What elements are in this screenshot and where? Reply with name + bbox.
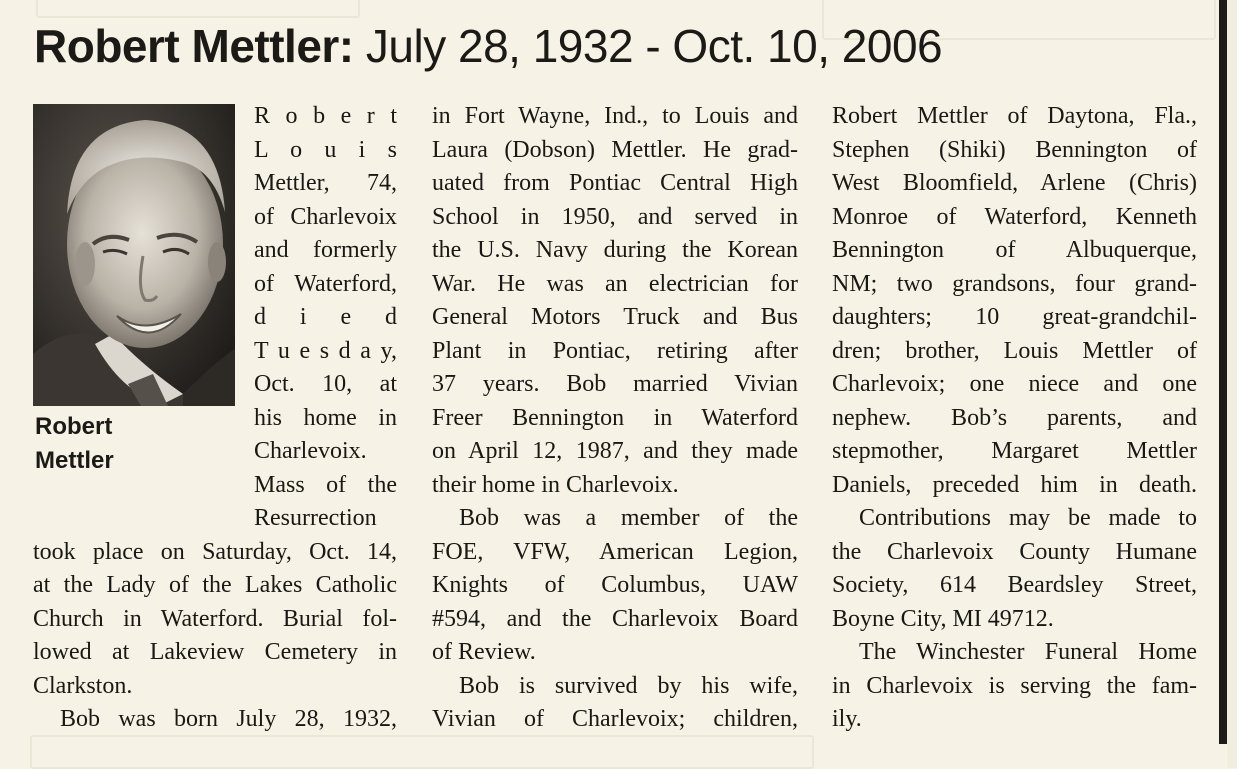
- column3-line: the Charlevoix County Humane: [832, 538, 1197, 565]
- column1-line: and formerly: [254, 237, 397, 263]
- column1-line: at the Lady of the Lakes Catholic: [33, 572, 397, 598]
- caption-line: Robert: [35, 413, 113, 440]
- headline-dates: July 28, 1932 - Oct. 10, 2006: [365, 20, 943, 72]
- column3-line: dren; brother, Louis Mettler of: [832, 337, 1197, 364]
- column2-line: Freer Bennington in Waterford: [432, 404, 798, 431]
- print-bleed-bottom: [30, 735, 814, 769]
- column2-line: #594, and the Charlevoix Board: [432, 605, 798, 632]
- column3-line: West Bloomfield, Arlene (Chris): [832, 170, 1197, 196]
- column1-line: Mass of the: [254, 471, 397, 498]
- column1-line: of Charlevoix: [254, 203, 397, 230]
- column3-line: NM; two grandsons, four grand-: [832, 270, 1197, 297]
- column3-line: in Charlevoix is serving the fam-: [832, 672, 1197, 699]
- headline-name: Robert Mettler:: [34, 20, 354, 72]
- column2-line: the U.S. Navy during the Korean: [432, 237, 798, 263]
- column3-line: Robert Mettler of Daytona, Fla.,: [832, 103, 1197, 129]
- column3-line: daughters; 10 great-grandchil-: [832, 304, 1197, 330]
- column3-line: The Winchester Funeral Home: [859, 639, 1197, 665]
- column1-line: Clarkston.: [33, 672, 133, 699]
- column2-line: uated from Pontiac Central High: [432, 170, 798, 196]
- photo-caption: [35, 410, 225, 478]
- column3-line: Monroe of Waterford, Kenneth: [832, 203, 1197, 230]
- column3-line: Stephen (Shiki) Bennington of: [832, 136, 1197, 163]
- portrait-photo: [33, 104, 235, 406]
- column1-line: of Waterford,: [254, 270, 397, 297]
- column2-line: FOE, VFW, American Legion,: [432, 538, 798, 565]
- column2-line: Laura (Dobson) Mettler. He grad-: [432, 136, 798, 163]
- column3-line: Boyne City, MI 49712.: [832, 605, 1054, 632]
- column1-line: Resurrection: [254, 505, 377, 531]
- column1-line: took place on Saturday, Oct. 14,: [33, 538, 397, 565]
- column3-line: nephew. Bob’s parents, and: [832, 404, 1197, 431]
- column3-line: Contributions may be made to: [859, 505, 1197, 531]
- column3-line: Daniels, preceded him in death.: [832, 471, 1197, 498]
- column2-line: in Fort Wayne, Ind., to Louis and: [432, 103, 798, 129]
- column2-line: Knights of Columbus, UAW: [432, 572, 798, 598]
- column3-line: ily.: [832, 706, 862, 732]
- column2-line: General Motors Truck and Bus: [432, 304, 798, 330]
- column3-line: Charlevoix; one niece and one: [832, 371, 1197, 397]
- column1-line: Bob was born July 28, 1932,: [60, 706, 397, 732]
- column3-line: Society, 614 Beardsley Street,: [832, 572, 1197, 598]
- column1-line: T u e s d a y,: [254, 337, 397, 364]
- caption-line: Mettler: [35, 447, 114, 474]
- page-margin: [1227, 0, 1237, 768]
- column1-line: d i e d: [254, 304, 397, 330]
- column1-line: his home in: [254, 404, 397, 431]
- column1-line: L o u i s: [254, 136, 397, 163]
- column2-line: 37 years. Bob married Vivian: [432, 371, 798, 397]
- column2-line: School in 1950, and served in: [432, 203, 798, 230]
- column2-line: Plant in Pontiac, retiring after: [432, 337, 798, 364]
- column1-line: Mettler, 74,: [254, 170, 397, 196]
- column1-line: Oct. 10, at: [254, 371, 397, 397]
- column2-line: War. He was an electrician for: [432, 270, 798, 297]
- obituary-headline: [34, 16, 1134, 76]
- column2-line: of Review.: [432, 639, 536, 665]
- column-rule: [1219, 0, 1227, 744]
- column1-line: lowed at Lakeview Cemetery in: [33, 639, 397, 665]
- column2-line: Bob was a member of the: [459, 505, 798, 531]
- column2-line: their home in Charlevoix.: [432, 471, 679, 498]
- column3-line: Bennington of Albuquerque,: [832, 237, 1197, 263]
- column1-line: Church in Waterford. Burial fol-: [33, 605, 397, 632]
- column1-line: R o b e r t: [254, 103, 397, 129]
- column3-line: stepmother, Margaret Mettler: [832, 438, 1197, 464]
- column2-line: on April 12, 1987, and they made: [432, 438, 798, 464]
- column1-line: Charlevoix.: [254, 438, 367, 464]
- column2-line: Vivian of Charlevoix; children,: [432, 706, 798, 732]
- column2-line: Bob is survived by his wife,: [459, 672, 798, 699]
